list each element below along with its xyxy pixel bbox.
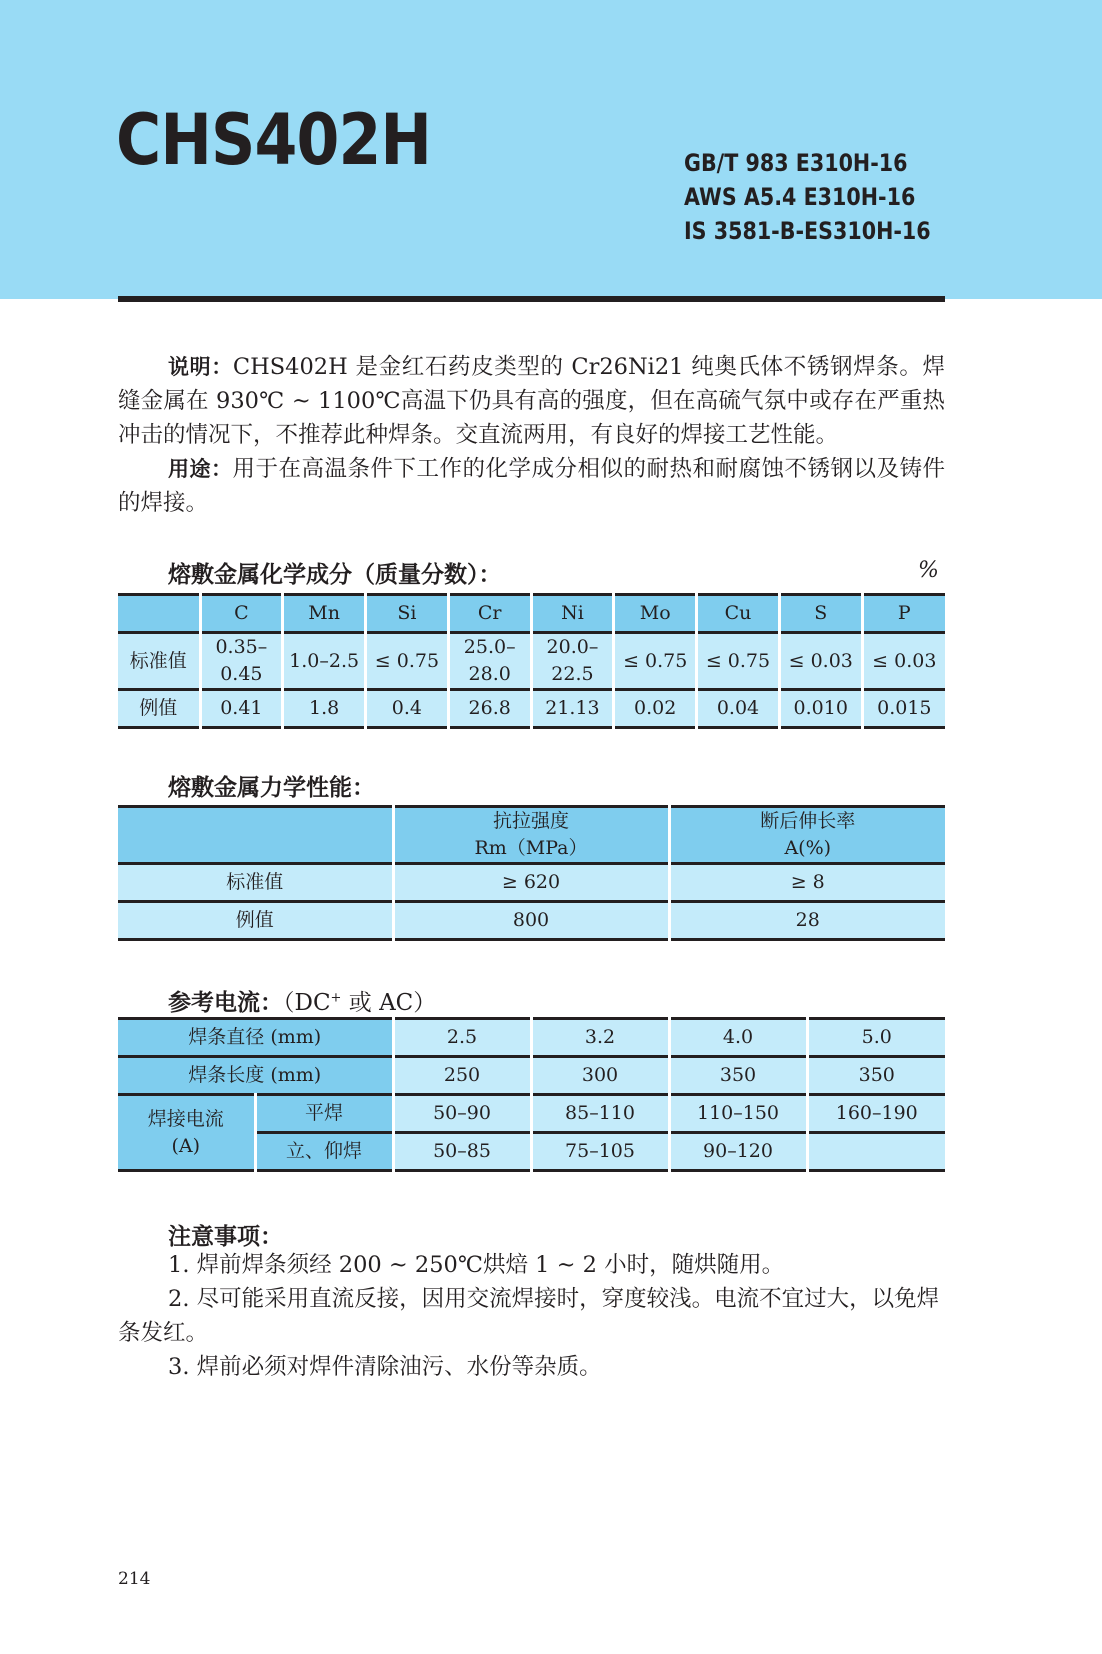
chem-cell: ≤ 0.03 [779,633,862,690]
mech-corner-cell [118,807,393,864]
elongation-header-line2: A(%) [784,837,832,859]
chem-cell: 26.8 [448,690,531,728]
chem-cell: 20.0–22.5 [531,633,614,690]
mech-cell: ≥ 620 [393,864,669,902]
tensile-header-line2: Rm（MPa） [474,837,588,859]
diameter-cell: 3.2 [531,1019,669,1057]
chem-corner-cell [118,595,200,633]
flat-row [118,1095,945,1133]
usage-text: 用于在高温条件下工作的化学成分相似的耐热和耐腐蚀不锈钢以及铸件的焊接。 [118,456,945,516]
standards-list [684,146,931,248]
current-label-line2: (A) [171,1134,201,1157]
chem-cell: 1.8 [283,690,366,728]
vertical-cell: 90–120 [669,1133,807,1171]
diameter-label: 焊条直径 (mm) [118,1019,393,1057]
length-cell: 350 [807,1057,945,1095]
chem-cell: 0.4 [366,690,449,728]
current-table [118,1017,945,1172]
current-heading [168,984,436,1017]
chem-col-header: Cr [448,595,531,633]
vertical-cell: 50–85 [393,1133,531,1171]
chem-cell: 0.41 [200,690,283,728]
standard-gb: GB/T 983 E310H-16 [684,149,908,177]
mech-example-row [118,902,945,940]
chem-col-header: C [200,595,283,633]
row-label: 标准值 [118,864,393,902]
flat-cell: 160–190 [807,1095,945,1133]
diameter-cell: 4.0 [669,1019,807,1057]
diameter-cell: 2.5 [393,1019,531,1057]
chem-cell: 25.0–28.0 [448,633,531,690]
mech-cell: 800 [393,902,669,940]
standard-is: IS 3581-B-ES310H-16 [684,217,931,245]
chem-col-header: S [779,595,862,633]
row-label: 标准值 [118,633,200,690]
chem-cell: 0.02 [614,690,697,728]
usage-label: 用途： [168,457,233,481]
chem-col-header: P [862,595,945,633]
chem-unit: % [918,558,939,583]
current-note-sup: + [330,990,342,1006]
chem-cell: 0.015 [862,690,945,728]
chem-col-header: Si [366,595,449,633]
vertical-label: 立、仰焊 [255,1133,393,1171]
vertical-cell: 75–105 [531,1133,669,1171]
length-cell: 350 [669,1057,807,1095]
current-heading-label: 参考电流： [168,990,283,1016]
length-label: 焊条长度 (mm) [118,1057,393,1095]
mech-standard-row [118,864,945,902]
standard-aws: AWS A5.4 E310H-16 [684,183,916,211]
chem-cell: ≤ 0.75 [697,633,780,690]
chem-standard-row [118,633,945,690]
chem-example-row [118,690,945,728]
chem-col-header: Ni [531,595,614,633]
chem-cell: 0.010 [779,690,862,728]
elongation-header-line1: 断后伸长率 [760,810,856,832]
row-label: 例值 [118,902,393,940]
elongation-header [669,807,945,864]
diameter-cell: 5.0 [807,1019,945,1057]
row-label: 例值 [118,690,200,728]
notes-list [118,1248,945,1384]
length-row [118,1057,945,1095]
page-number: 214 [118,1569,151,1589]
tensile-header [393,807,669,864]
flat-cell: 85–110 [531,1095,669,1133]
chem-col-header: Mo [614,595,697,633]
length-cell: 250 [393,1057,531,1095]
header-rule [118,296,945,302]
note-item: 3. 焊前必须对焊件清除油污、水份等杂质。 [168,1354,602,1380]
flat-cell: 50–90 [393,1095,531,1133]
chem-cell: ≤ 0.75 [366,633,449,690]
chem-cell: ≤ 0.75 [614,633,697,690]
current-label [118,1095,255,1171]
chem-header-row [118,595,945,633]
chem-cell: 0.04 [697,690,780,728]
description-label: 说明： [168,355,233,379]
note-item: 2. 尽可能采用直流反接，因用交流焊接时，穿度较浅。电流不宜过大，以免焊条发红。 [118,1286,940,1346]
chem-col-header: Mn [283,595,366,633]
product-title: CHS402H [116,99,432,181]
mech-cell: 28 [669,902,945,940]
chem-cell: 0.35–0.45 [200,633,283,690]
notes-heading: 注意事项： [168,1224,283,1250]
mech-header-row [118,807,945,864]
diameter-row [118,1019,945,1057]
chem-cell: ≤ 0.03 [862,633,945,690]
mech-heading: 熔敷金属力学性能： [168,775,375,801]
description-paragraph [118,350,945,452]
note-item: 1. 焊前焊条须经 200 ~ 250℃烘焙 1 ~ 2 小时，随烘随用。 [168,1252,785,1278]
flat-label: 平焊 [255,1095,393,1133]
current-note-pre: （DC [283,990,331,1016]
flat-cell: 110–150 [669,1095,807,1133]
current-label-line1: 焊接电流 [147,1107,224,1130]
vertical-cell [807,1133,945,1171]
description-text: CHS402H 是金红石药皮类型的 Cr26Ni21 纯奥氏体不锈钢焊条。焊缝金属在 930℃ ~ 1100℃高温下仍具有高的强度，但在高硫气氛中或存在严重热冲击的情况下，不推荐此种焊条。交直流两用，有良好的焊接工艺性能。 [118,354,945,448]
chem-cell: 1.0–2.5 [283,633,366,690]
length-cell: 300 [531,1057,669,1095]
mech-cell: ≥ 8 [669,864,945,902]
chem-col-header: Cu [697,595,780,633]
current-note-post: 或 AC） [341,990,437,1016]
chem-cell: 21.13 [531,690,614,728]
mech-table [118,805,945,941]
chem-table [118,593,945,729]
chem-heading: 熔敷金属化学成分（质量分数）： [168,562,502,588]
tensile-header-line1: 抗拉强度 [492,810,569,832]
usage-paragraph [118,452,945,520]
